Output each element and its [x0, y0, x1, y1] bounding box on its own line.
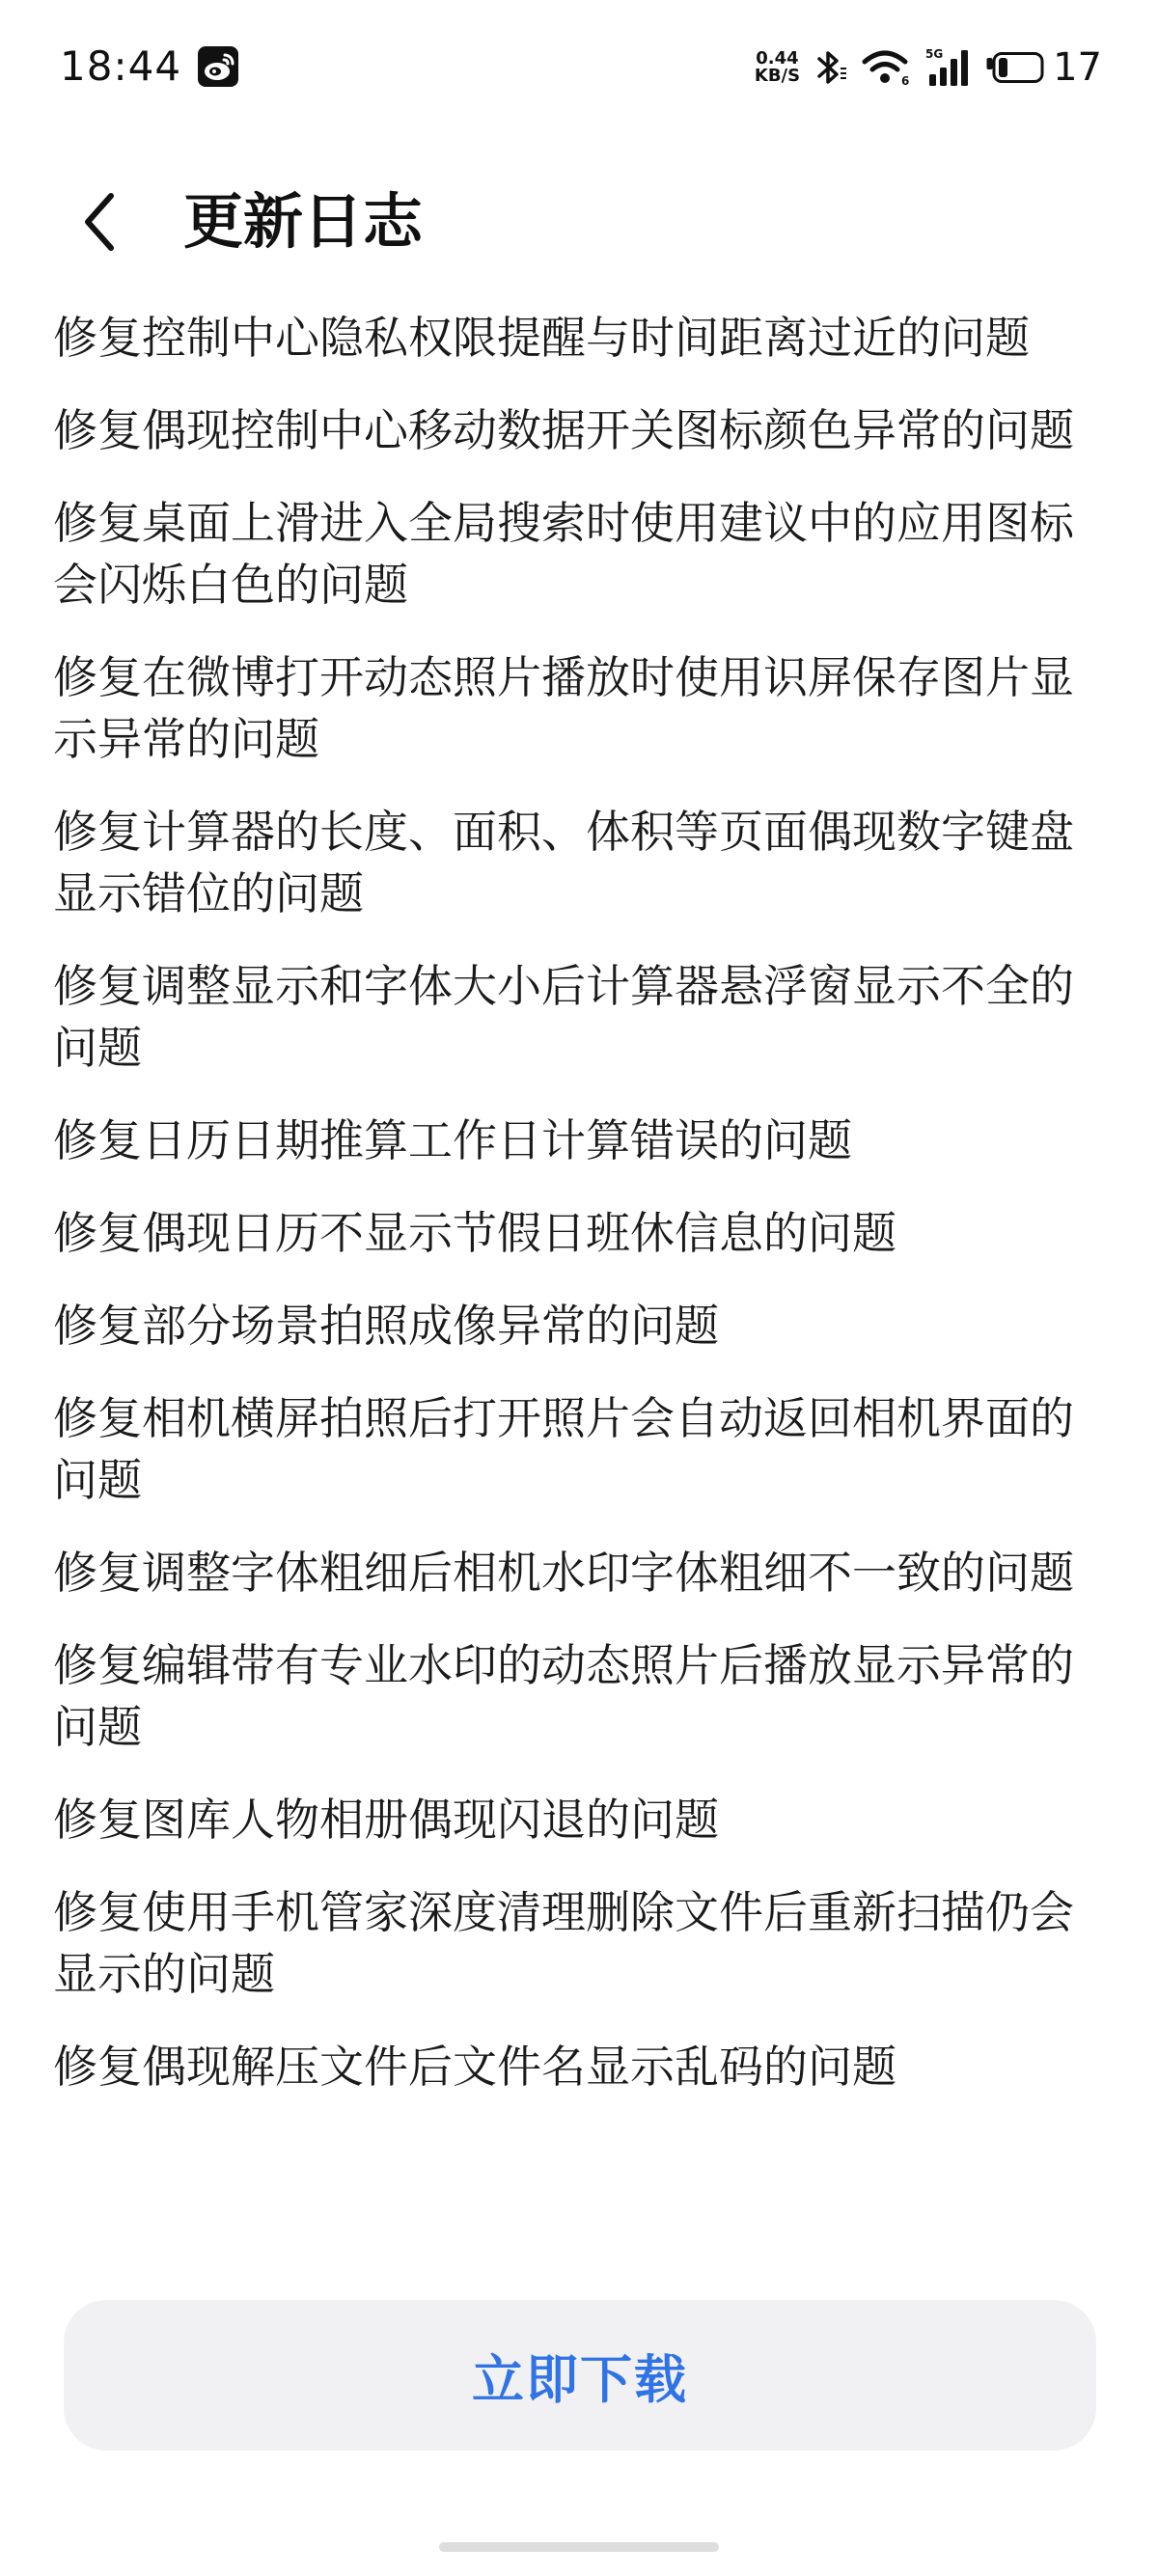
- gesture-navigation-bar[interactable]: [439, 2542, 719, 2552]
- net-speed-value: 0.44: [756, 48, 799, 69]
- status-indicators: [755, 42, 1102, 93]
- battery-icon: [985, 52, 1045, 83]
- changelog-item: 修复偶现日历不显示节假日班休信息的问题: [53, 1207, 896, 1259]
- changelog-item: 修复使用手机管家深度清理删除文件后重新扫描仍会显示的问题: [53, 1886, 1074, 2000]
- download-now-button[interactable]: [64, 2300, 1096, 2451]
- weibo-icon: [198, 46, 238, 87]
- changelog-item: 修复部分场景拍照成像异常的问题: [53, 1300, 719, 1352]
- network-type: 5G: [925, 47, 944, 61]
- net-speed: [755, 50, 800, 85]
- changelog-item: 修复在微博打开动态照片播放时使用识屏保存图片显示异常的问题: [53, 651, 1074, 765]
- changelog-item: 修复调整字体粗细后相机水印字体粗细不一致的问题: [53, 1547, 1074, 1599]
- status-bar: [0, 0, 1158, 135]
- changelog-item: 修复偶现控制中心移动数据开关图标颜色异常的问题: [53, 404, 1074, 456]
- battery: [985, 45, 1102, 90]
- changelog-item: 修复图库人物相册偶现闪退的问题: [53, 1794, 719, 1846]
- download-now-label: 立即下载: [472, 2348, 688, 2410]
- svg-text:6: 6: [901, 74, 910, 87]
- changelog-item: 修复调整显示和字体大小后计算器悬浮窗显示不全的问题: [53, 960, 1074, 1074]
- changelog-item: 修复偶现解压文件后文件名显示乱码的问题: [53, 2041, 896, 2093]
- bluetooth-icon: [813, 48, 848, 87]
- signal-icon: [925, 47, 972, 88]
- changelog-item: 修复控制中心隐私权限提醒与时间距离过近的问题: [53, 312, 1030, 364]
- back-button[interactable]: [66, 183, 133, 260]
- changelog-item: 修复日历日期推算工作日计算错误的问题: [53, 1114, 852, 1166]
- changelog-list[interactable]: [53, 307, 1105, 2198]
- app-header: [0, 154, 1158, 289]
- changelog-item: 修复计算器的长度、面积、体积等页面偶现数字键盘显示错位的问题: [53, 806, 1074, 919]
- status-time: 18:44: [60, 42, 182, 90]
- changelog-item: 修复相机横屏拍照后打开照片会自动返回相机界面的问题: [53, 1392, 1074, 1506]
- page-title: 更新日志: [183, 186, 424, 257]
- changelog-item: 修复编辑带有专业水印的动态照片后播放显示异常的问题: [53, 1639, 1074, 1753]
- changelog-item: 修复桌面上滑进入全局搜索时使用建议中的应用图标会闪烁白色的问题: [53, 497, 1074, 611]
- battery-level: 17: [1053, 45, 1102, 90]
- wifi-icon: [862, 48, 912, 87]
- net-speed-unit: KB/S: [754, 66, 801, 86]
- chevron-left-icon: [78, 190, 121, 254]
